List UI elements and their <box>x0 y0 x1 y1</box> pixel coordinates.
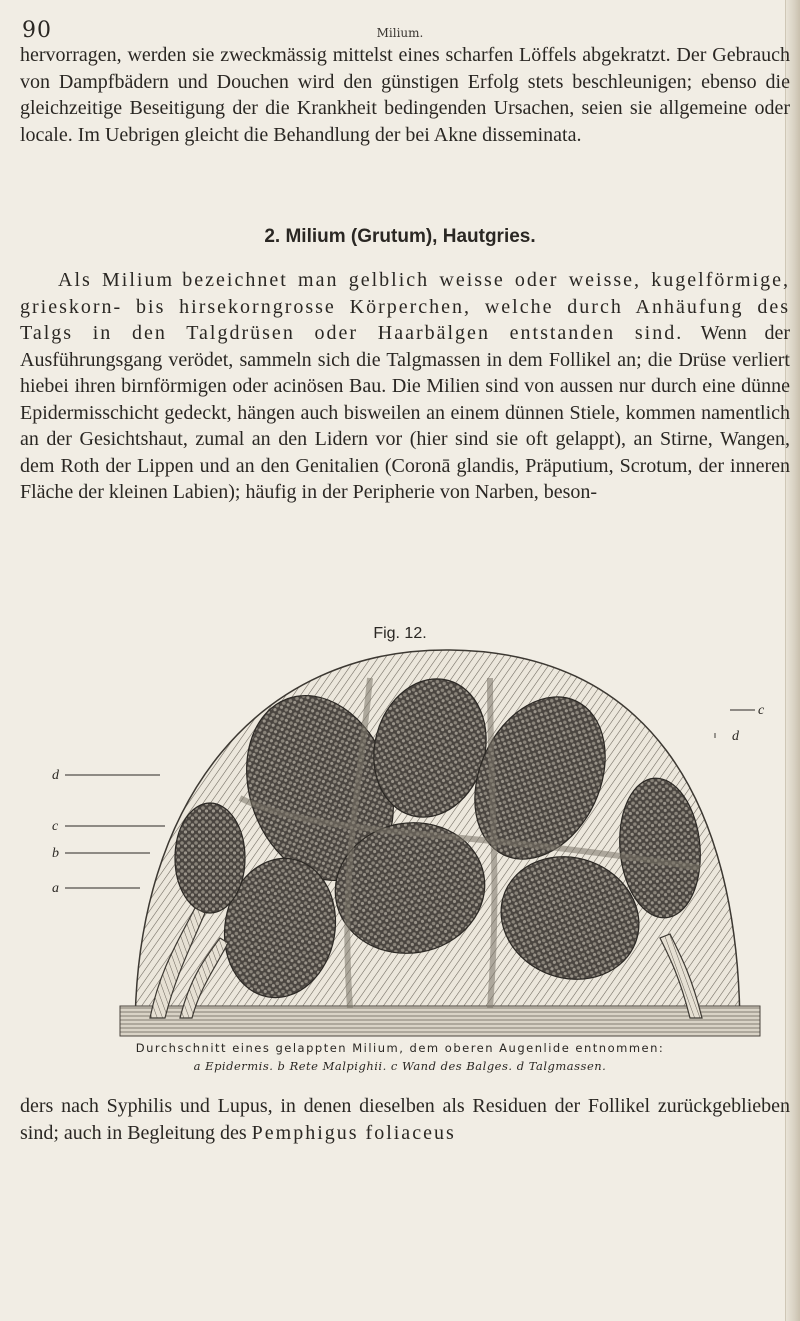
final-text-emphasis: Pemphigus foliaceus <box>251 1121 456 1144</box>
definition-rest: Wenn der Ausführungsgang verödet, sammeln sich die Talgmassen in dem Follikel an; die Drüse verliert hiebei ihren birnförmigen oder acinösen Bau. Die Milien sind von aussen nur durch eine dünne Epidermisschicht gedeckt, hängen auch bisweilen an einem dünnen Stiele, kommen namentlich an der Gesichtshaut, zumal an den Lidern vor (hier sind sie oft gelappt), an Stirne, Wangen, dem Roth der Lippen und an den Genitalien (Coronā glandis, Präputium, Scrotum, der inneren Fläche der kleinen Labien); häufig in der Peripherie von Narben, beson- <box>20 322 790 503</box>
letter-d-right: d <box>732 729 739 744</box>
final-text <box>20 1093 790 1146</box>
figure-illustration <box>40 638 770 1038</box>
figure-legend: a Epidermis. b Rete Malpighii. c Wand des Balges. d Talgmassen. <box>193 1059 607 1073</box>
letter-c-right: c <box>758 703 765 718</box>
definition-emphasis: bezeichnet man gelblich weisse oder weisse, kugelförmige, grieskorn- bis hirsekorngrosse Körperchen, welche durch Anhäufung des Talgs in den Talgdrüsen oder Haarbälgen entstanden sind. <box>20 269 791 344</box>
page-number: 90 <box>22 18 52 43</box>
figure-label: Fig. 12. <box>373 625 427 642</box>
milium-section-engraving <box>40 638 770 1038</box>
figure-caption: Durchschnitt eines gelappten Milium, dem oberen Augenlide entnommen: <box>135 1041 665 1055</box>
final-text-start: ders nach Syphilis und Lupus, in denen dieselben als Residuen der Follikel zurückgeblieben sind; auch in Begleitung des <box>20 1095 790 1144</box>
definition-paragraph <box>20 267 790 506</box>
intro-text: hervorragen, werden sie zweckmässig mittelst eines scharfen Löffels abgekratzt. Der Gebrauch von Dampfbädern und Douchen wird den günstigen Erfolg stets beschleunigen; ebenso die gleichzeitige Beseitigung der die Krankheit bedingenden Ursachen, seien sie allgemeine oder locale. Im Uebrigen gleicht die Behandlung der bei Akne disseminata. <box>20 44 790 146</box>
letter-a: a <box>52 881 59 896</box>
letter-d-left: d <box>52 768 59 783</box>
epidermis-band <box>120 1006 760 1036</box>
final-paragraph <box>20 1093 790 1146</box>
running-head: Milium. <box>376 26 424 40</box>
intro-paragraph <box>20 42 790 148</box>
lead-term: Als Milium <box>58 269 175 291</box>
section-heading: 2. Milium (Grutum), Hautgries. <box>264 226 536 247</box>
letter-c-left: c <box>52 819 59 834</box>
definition-text <box>20 267 790 506</box>
letter-b: b <box>52 846 59 861</box>
